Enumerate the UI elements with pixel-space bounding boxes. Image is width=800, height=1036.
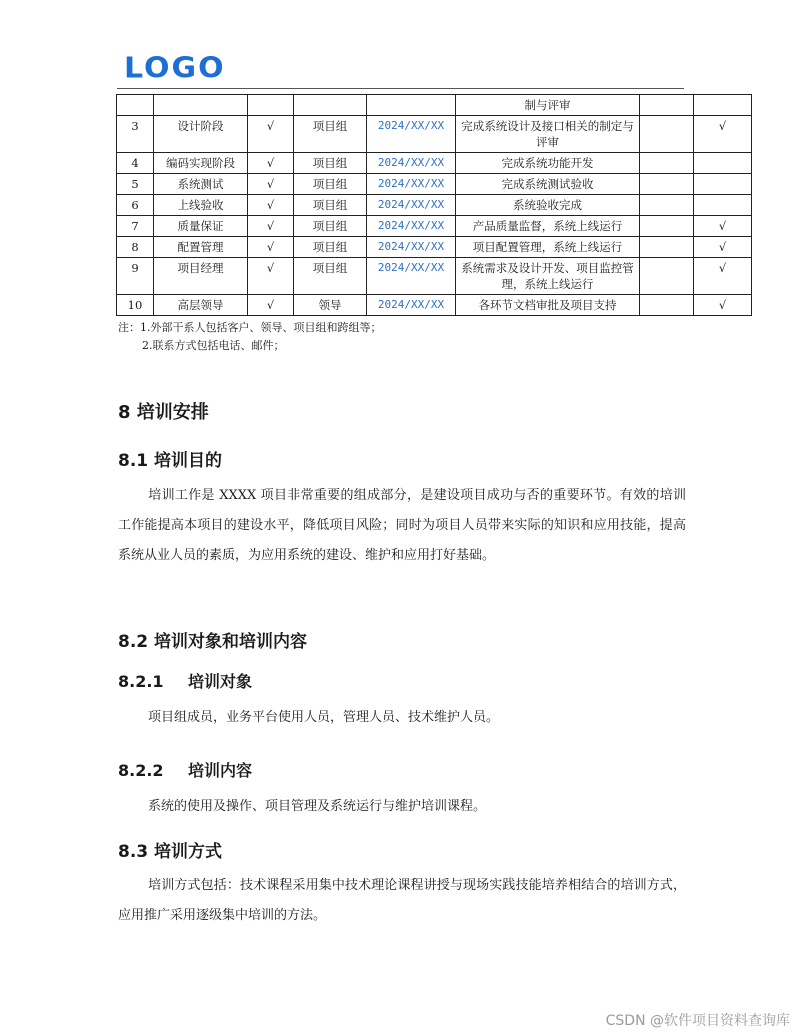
table-cell-extra (640, 116, 694, 153)
table-cell-check1: √ (248, 195, 294, 216)
table-cell-check2 (694, 153, 752, 174)
table-cell-date: 2024/XX/XX (367, 258, 456, 295)
table-cell-group: 项目组 (294, 116, 367, 153)
table-cell-date: 2024/XX/XX (367, 237, 456, 258)
section-8-2-1-number: 8.2.1 (118, 672, 164, 691)
table-cell-desc: 系统需求及设计开发、项目监控管理，系统上线运行 (456, 258, 640, 295)
section-8-2-heading: 8.2 培训对象和培训内容 (118, 632, 308, 652)
table-cell-group: 项目组 (294, 195, 367, 216)
table-cell-name: 编码实现阶段 (154, 153, 248, 174)
table-cell-check1: √ (248, 216, 294, 237)
logo: LOGO (124, 51, 226, 86)
section-8-2-2-title: 培训内容 (188, 761, 253, 780)
table-row (117, 237, 752, 258)
table-cell-group (294, 95, 367, 116)
table-cell-group: 领导 (294, 295, 367, 316)
table-cell-desc: 完成系统测试验收 (456, 174, 640, 195)
table-cell-desc: 完成系统功能开发 (456, 153, 640, 174)
table-cell-check2 (694, 95, 752, 116)
table-cell-check2: √ (694, 116, 752, 153)
responsibility-table (116, 94, 752, 316)
table-row (117, 95, 752, 116)
header-rule (117, 88, 684, 89)
section-8-3-text: 培训方式包括：技术课程采用集中技术理论课程讲授与现场实践技能培养相结合的培训方式，应用推广采用逐级集中培训的方法。 (118, 878, 686, 923)
note-2: 2.联系方式包括电话、邮件； (142, 339, 285, 352)
table-cell-check1: √ (248, 258, 294, 295)
table-cell-group: 项目组 (294, 216, 367, 237)
table-cell-name (154, 95, 248, 116)
section-8-2-1-heading (118, 669, 252, 692)
table-cell-no: 8 (117, 237, 154, 258)
table-cell-check2 (694, 195, 752, 216)
table-cell-date: 2024/XX/XX (367, 153, 456, 174)
table-cell-desc: 系统验收完成 (456, 195, 640, 216)
table-cell-date: 2024/XX/XX (367, 116, 456, 153)
table-cell-desc: 制与评审 (456, 95, 640, 116)
section-8-heading: 8 培训安排 (118, 402, 209, 423)
table-cell-desc: 产品质量监督，系统上线运行 (456, 216, 640, 237)
table-cell-group: 项目组 (294, 237, 367, 258)
section-8-2-2-text: 系统的使用及操作、项目管理及系统运行与维护培训课程。 (148, 799, 487, 814)
watermark: CSDN @软件项目资料查询库 (605, 1013, 790, 1029)
table-cell-name: 质量保证 (154, 216, 248, 237)
table-cell-date: 2024/XX/XX (367, 195, 456, 216)
table-row (117, 216, 752, 237)
table-cell-extra (640, 216, 694, 237)
table-cell-date (367, 95, 456, 116)
table-cell-name: 系统测试 (154, 174, 248, 195)
table-cell-check2: √ (694, 295, 752, 316)
table-cell-name: 配置管理 (154, 237, 248, 258)
section-8-2-2-heading (118, 758, 252, 781)
table-cell-date: 2024/XX/XX (367, 174, 456, 195)
section-8-2-1-text: 项目组成员，业务平台使用人员，管理人员、技术维护人员。 (148, 710, 500, 725)
table-cell-no: 6 (117, 195, 154, 216)
table-cell-extra (640, 295, 694, 316)
table-cell-desc: 项目配置管理，系统上线运行 (456, 237, 640, 258)
table-row (117, 258, 752, 295)
section-8-2-2-number: 8.2.2 (118, 761, 164, 780)
table-cell-check1 (248, 95, 294, 116)
table-cell-check1: √ (248, 174, 294, 195)
table-row (117, 153, 752, 174)
table-cell-extra (640, 195, 694, 216)
table-cell-no: 3 (117, 116, 154, 153)
section-8-2-1-title: 培训对象 (188, 672, 253, 691)
table-cell-check2: √ (694, 258, 752, 295)
table-cell-name: 高层领导 (154, 295, 248, 316)
table-cell-extra (640, 237, 694, 258)
table-cell-check1: √ (248, 295, 294, 316)
section-8-1-text: 培训工作是 XXXX 项目非常重要的组成部分，是建设项目成功与否的重要环节。有效的培训工作能提高本项目的建设水平，降低项目风险；同时为项目人员带来实际的知识和应用技能，提高系统从业人员的素质，为应用系统的建设、维护和应用打好基础。 (118, 488, 686, 563)
table-cell-extra (640, 174, 694, 195)
table-row (117, 174, 752, 195)
table-cell-group: 项目组 (294, 258, 367, 295)
table-cell-name: 设计阶段 (154, 116, 248, 153)
table-cell-group: 项目组 (294, 174, 367, 195)
table-cell-desc: 各环节文档审批及项目支持 (456, 295, 640, 316)
table-cell-check1: √ (248, 153, 294, 174)
table-cell-date: 2024/XX/XX (367, 216, 456, 237)
note-1: 注：1.外部干系人包括客户、领导、项目组和跨组等； (118, 321, 382, 334)
table-cell-no (117, 95, 154, 116)
table-cell-check2 (694, 174, 752, 195)
table-cell-no: 10 (117, 295, 154, 316)
table-row (117, 195, 752, 216)
section-8-1-heading: 8.1 培训目的 (118, 451, 223, 471)
table-row (117, 116, 752, 153)
section-8-3-heading: 8.3 培训方式 (118, 842, 223, 862)
table-cell-extra (640, 258, 694, 295)
table-cell-name: 项目经理 (154, 258, 248, 295)
table-cell-no: 4 (117, 153, 154, 174)
table-cell-desc: 完成系统设计及接口相关的制定与评审 (456, 116, 640, 153)
table-cell-no: 9 (117, 258, 154, 295)
table-cell-extra (640, 153, 694, 174)
table-cell-check2: √ (694, 216, 752, 237)
table-cell-no: 5 (117, 174, 154, 195)
table-cell-extra (640, 95, 694, 116)
table-cell-check1: √ (248, 116, 294, 153)
table-row (117, 295, 752, 316)
table-cell-name: 上线验收 (154, 195, 248, 216)
table-cell-date: 2024/XX/XX (367, 295, 456, 316)
table-cell-no: 7 (117, 216, 154, 237)
table-cell-check1: √ (248, 237, 294, 258)
table-cell-group: 项目组 (294, 153, 367, 174)
table-cell-check2: √ (694, 237, 752, 258)
